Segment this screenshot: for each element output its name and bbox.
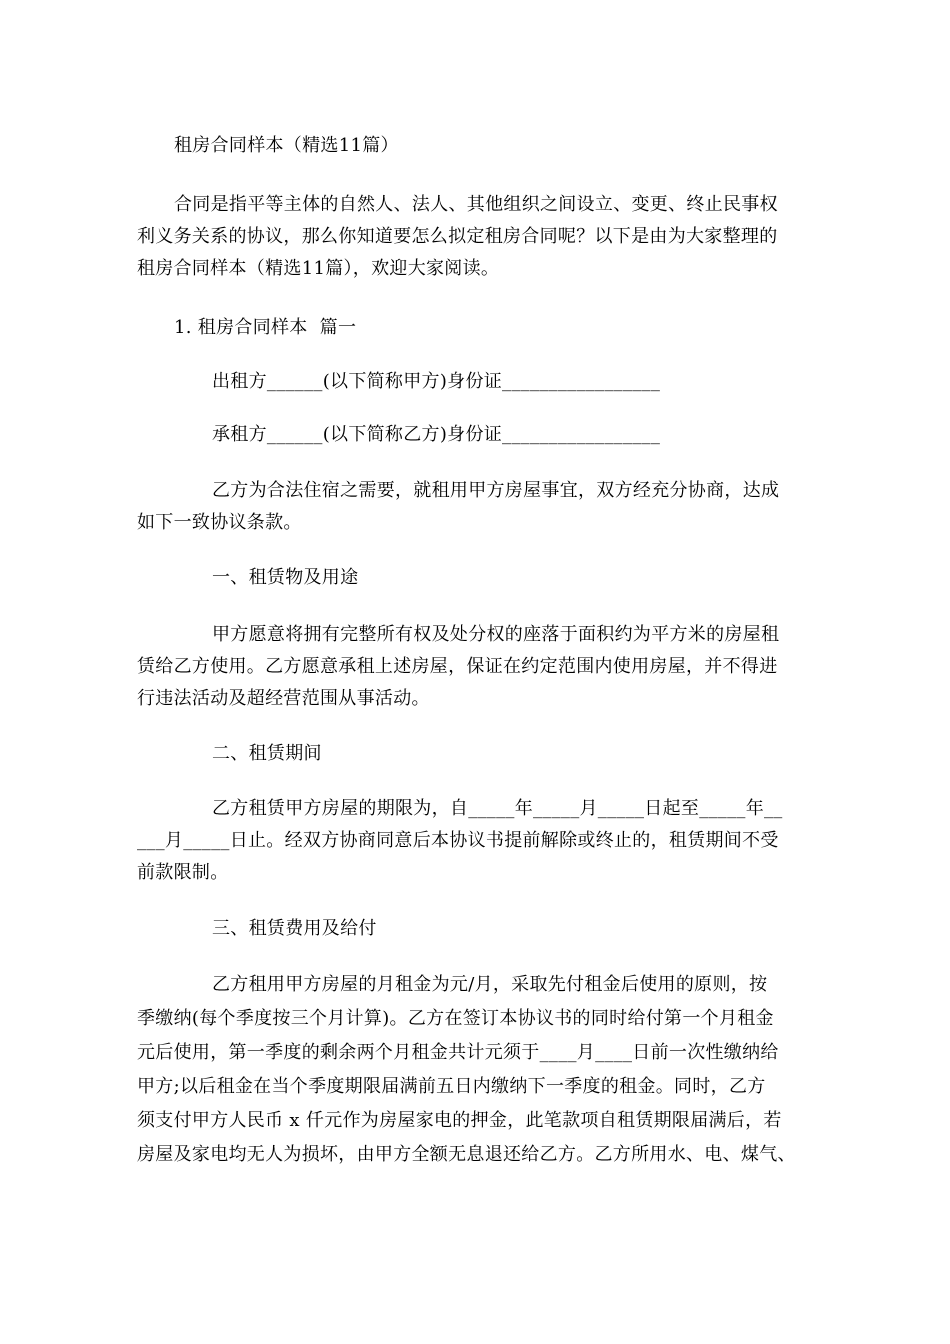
preamble-line: 乙方为合法住宿之需要，就租用甲方房屋事宜，双方经充分协商，达成 [212, 480, 780, 501]
clause-line: 房屋及家电均无人为损坏，由甲方全额无息退还给乙方。乙方所用水、电、煤气、 [137, 1144, 796, 1165]
clause-line: 赁给乙方使用。乙方愿意承租上述房屋，保证在约定范围内使用房屋，并不得进 [137, 656, 778, 677]
lessee-line: 承租方______(以下简称乙方)身份证_________________ [212, 424, 661, 445]
lessor-line: 出租方______(以下简称甲方)身份证_________________ [212, 371, 661, 392]
clause-line: 季缴纳(每个季度按三个月计算)。乙方在签订本协议书的同时给付第一个月租金 [137, 1008, 774, 1029]
clause-line: ___月_____日止。经双方协商同意后本协议书提前解除或终止的，租赁期间不受 [137, 830, 779, 851]
clause-line: 前款限制。 [137, 862, 229, 883]
intro-line: 租房合同样本（精选11篇），欢迎大家阅读。 [137, 258, 500, 279]
clause-line: 行违法活动及超经营范围从事活动。 [137, 688, 430, 709]
preamble-line: 如下一致协议条款。 [137, 512, 302, 533]
clause-heading: 一、租赁物及用途 [212, 567, 359, 588]
intro-line: 合同是指平等主体的自然人、法人、其他组织之间设立、变更、终止民事权 [174, 194, 778, 215]
clause-line: 甲方;以后租金在当个季度期限届满前五日内缴纳下一季度的租金。同时，乙方 [137, 1076, 766, 1097]
clause-line: 元后使用，第一季度的剩余两个月租金共计元须于____月____日前一次性缴纳给 [137, 1042, 779, 1063]
clause-line: 甲方愿意将拥有完整所有权及处分权的座落于面积约为平方米的房屋租 [212, 624, 780, 645]
clause-line: 须支付甲方人民币 x 仟元作为房屋家电的押金，此笔款项自租赁期限届满后，若 [137, 1110, 782, 1131]
document-title: 租房合同样本（精选11篇） [174, 135, 399, 156]
clause-line: 乙方租用甲方房屋的月租金为元/月，采取先付租金后使用的原则，按 [212, 974, 768, 995]
intro-line: 利义务关系的协议，那么你知道要怎么拟定租房合同呢？以下是由为大家整理的 [137, 226, 778, 247]
section-heading: 1. 租房合同样本 篇一 [174, 317, 357, 338]
clause-heading: 二、租赁期间 [212, 743, 322, 764]
clause-line: 乙方租赁甲方房屋的期限为，自_____年_____月_____日起至_____年__ [212, 798, 783, 819]
clause-heading: 三、租赁费用及给付 [212, 918, 377, 939]
